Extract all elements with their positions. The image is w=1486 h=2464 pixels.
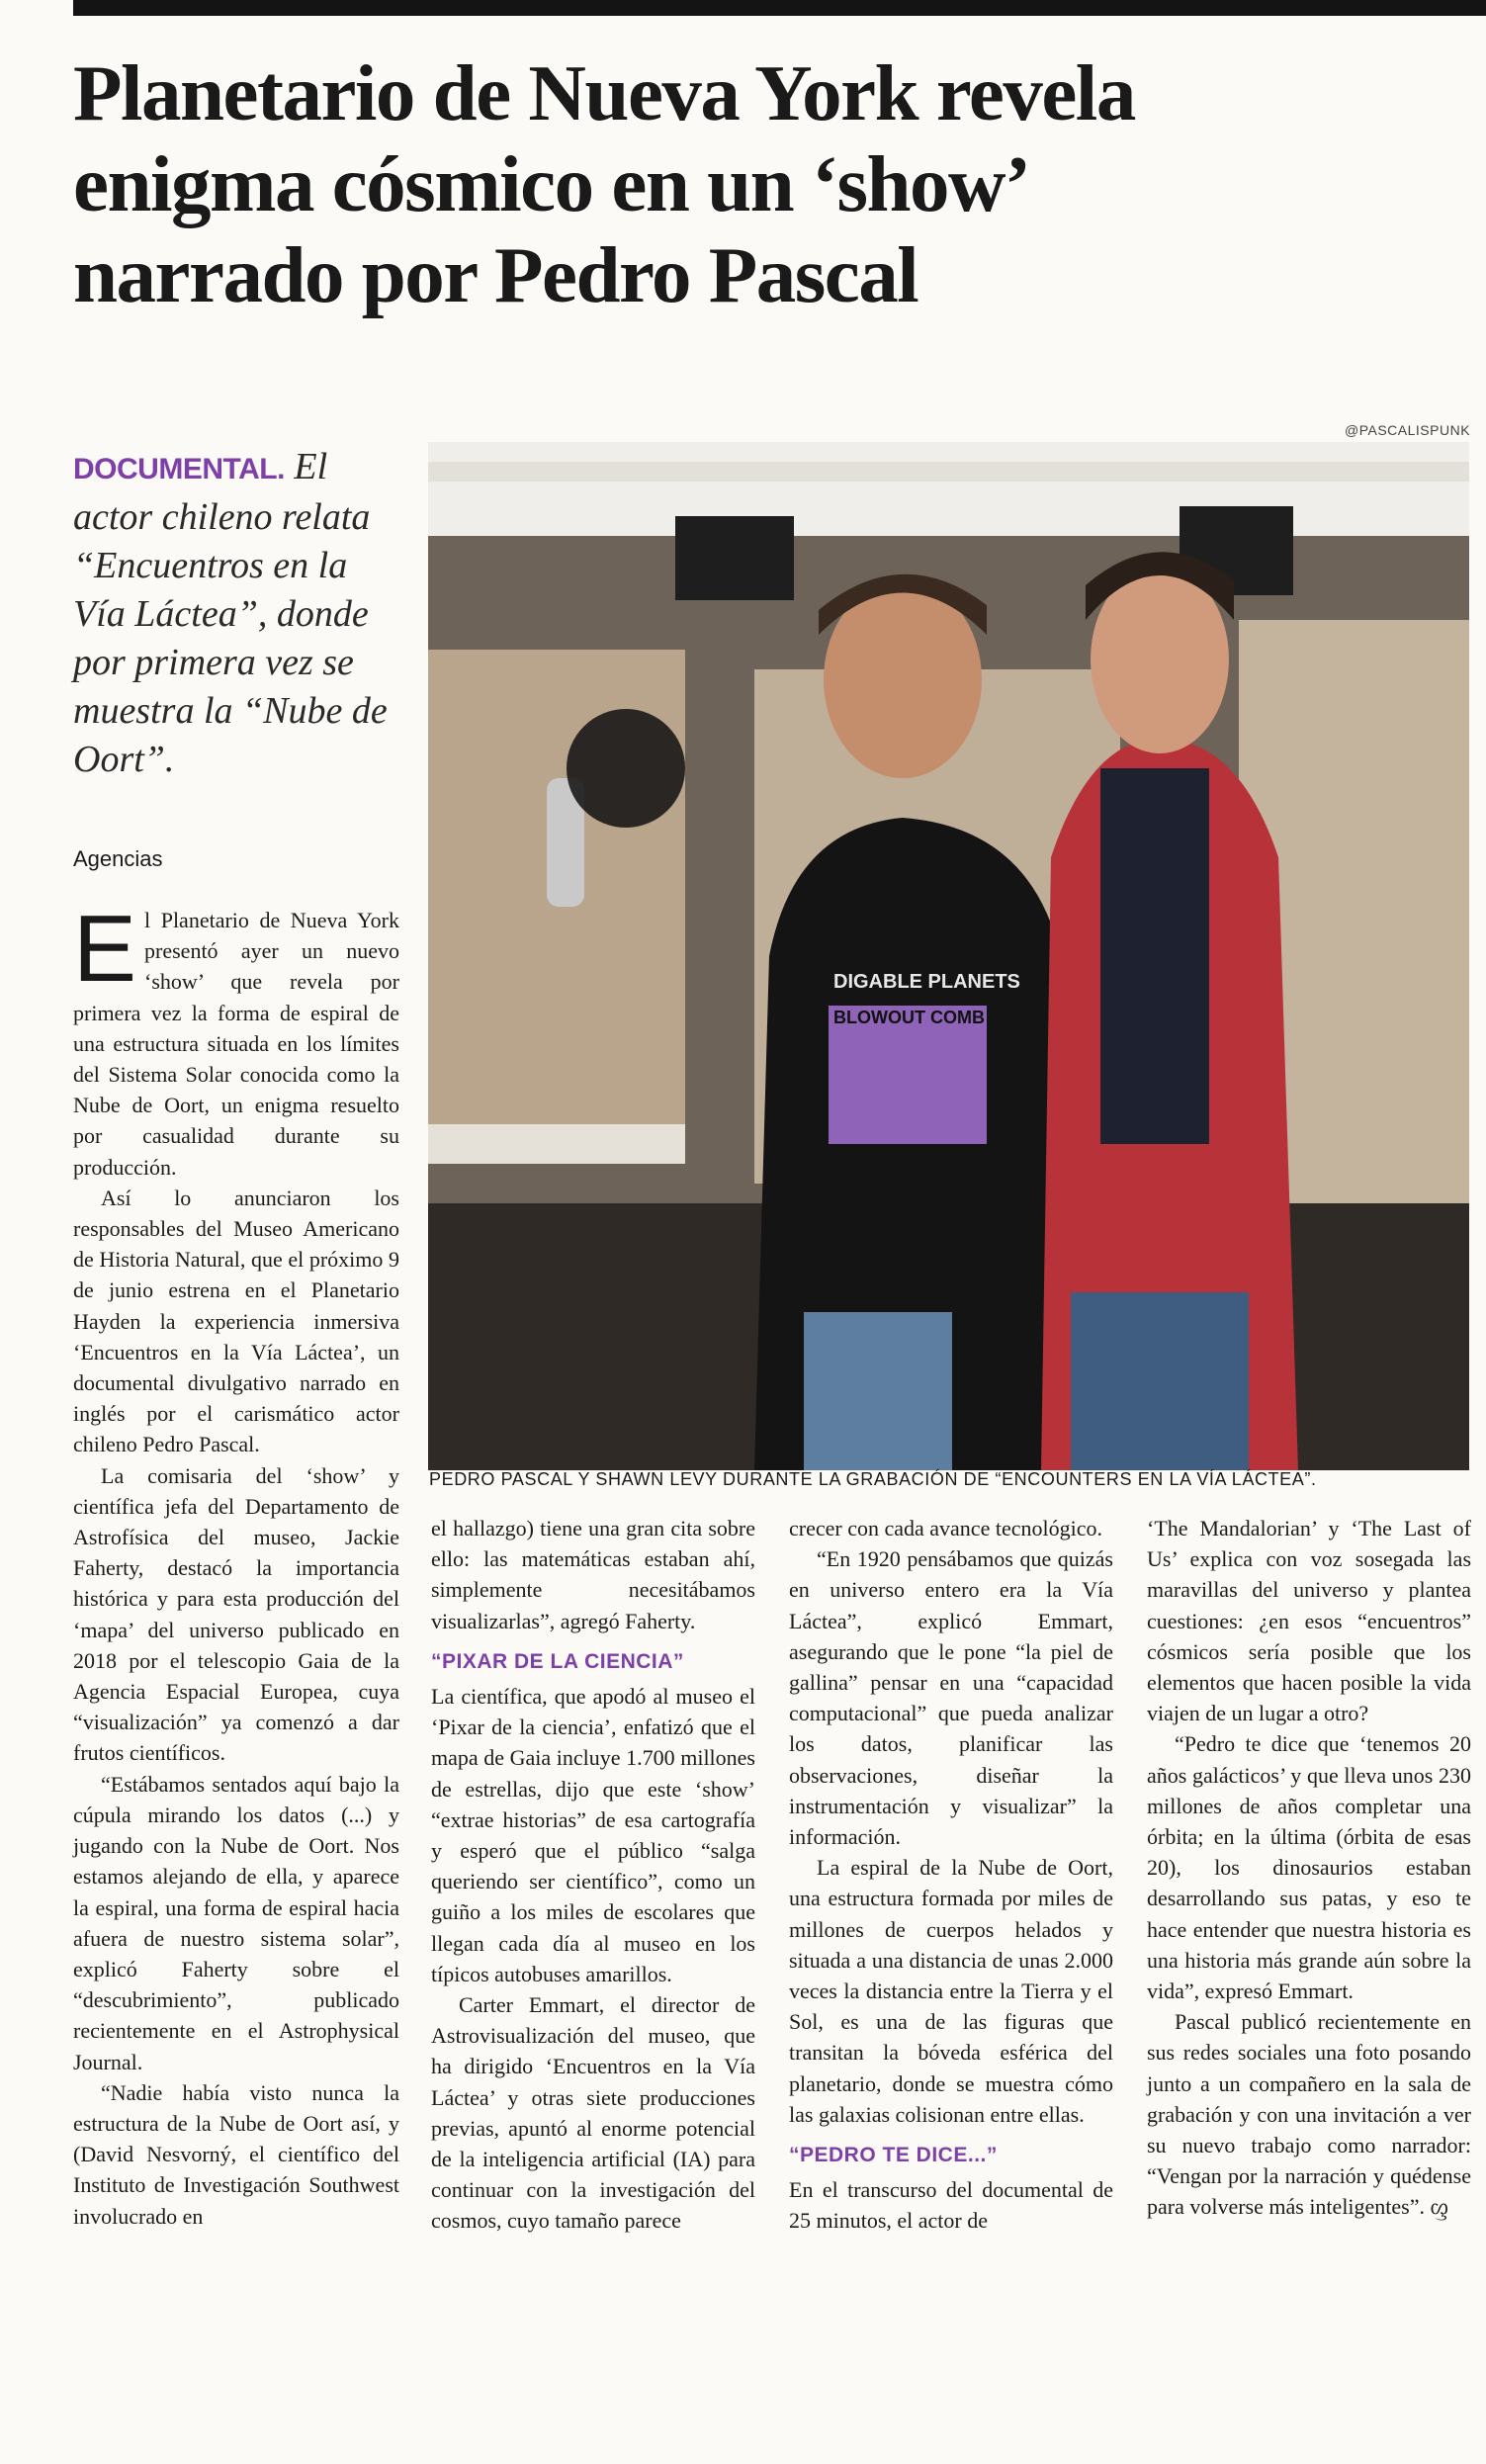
paragraph: “Nadie había visto nunca la estructura de la Nube de Oort así, y (David Nesvorný, el científico del Instituto de Investigación Southwest involucrado en: [73, 2079, 399, 2229]
paragraph: Carter Emmart, el director de Astrovisualización del museo, que ha dirigido ‘Encuentros en la Vía Láctea’ y otras siete producciones previas, apuntó al enorme potencial de la inteligencia artificial (IA) para continuar con la investigación del cosmos, cuyo tamaño parece: [431, 1992, 755, 2234]
article-column-2: [431, 1513, 755, 2237]
article-column-3: [789, 1513, 1113, 2237]
paragraph: [73, 896, 399, 1183]
subheading: “PEDRO TE DICE...”: [789, 2144, 998, 2167]
pop-filter: [567, 709, 685, 828]
paragraph: “Estábamos sentados aquí bajo la cúpula mirando los datos (...) y jugando con la Nube de Oort. Nos estamos alejando de ella, y aparece la espiral, una forma de espiral hacia afuera de nuestro sistema solar”, explicó Faherty sobre el “descubrimiento”, publicado recientemente en el Astrophysical Journal.: [73, 1771, 399, 2074]
paragraph: el hallazgo) tiene una gran cita sobre ello: las matemáticas estaban ahí, simplemente necesitábamos visualizarlas”, agregó Faherty.: [431, 1516, 755, 1633]
article-column-1: [73, 896, 399, 2232]
byline: Agencias: [73, 846, 163, 871]
jeans-right: [1071, 1292, 1249, 1470]
end-mark: ᦐ: [1430, 2195, 1448, 2221]
lead-text: El actor chileno relata “Encuentros en la Vía Láctea”, donde por primera vez se muestra la “Nube de Oort”.: [73, 446, 388, 780]
article-column-4: [1147, 1513, 1471, 2224]
drop-cap: E: [73, 896, 137, 1002]
subheading: “PIXAR DE LA CIENCIA”: [431, 1649, 684, 1673]
paragraph: ‘The Mandalorian’ y ‘The Last of Us’ explica con voz sosegada las maravillas del universo y plantea cuestiones: ¿en esos “encuentros” cósmicos sería posible que los elementos que hacen posible la vida viajen de un lugar a otro?: [1147, 1516, 1471, 1726]
article-photo: [428, 442, 1469, 1470]
top-rule: [73, 0, 1486, 16]
desk: [428, 1124, 685, 1164]
headline-line: narrado por Pedro Pascal: [73, 230, 918, 319]
photo-caption: PEDRO PASCAL Y SHAWN LEVY DURANTE LA GRABACIÓN DE “ENCOUNTERS EN LA VÍA LÁCTEA”.: [429, 1469, 1317, 1489]
paragraph: Así lo anunciaron los responsables del Museo Americano de Historia Natural, que el próximo 9 de junio estrena en el Planetario Hayden la experiencia inmersiva ‘Encuentros en la Vía Láctea’, un documental divulgativo narrado en inglés por el carismático actor chileno Pedro Pascal.: [73, 1185, 399, 1457]
paragraph: La espiral de la Nube de Oort, una estructura formada por miles de millones de cuerpos helados y situada a una distancia de unas 2.000 veces la distancia entre la Tierra y el Sol, es una de las figuras que transitan la bóveda esférica del planetario, donde se muestra cómo las galaxias colisionan entre ellas.: [789, 1855, 1113, 2127]
paragraph-text: l Planetario de Nueva York presentó ayer un nuevo ‘show’ que revela por primera vez la forma de espiral de una estructura situada en los límites del Sistema Solar conocida como la Nube de Oort, un enigma resuelto por casualidad durante su producción.: [73, 908, 399, 1180]
paragraph: La científica, que apodó al museo el ‘Pixar de la ciencia’, enfatizó que el mapa de Gaia incluye 1.700 millones de estrellas, dijo que este ‘show’ “extrae historias” de esa cartografía y esperó que el público “salga queriendo ser científico”, como un guiño a los miles de escolares que llegan cada día al museo en los típicos autobuses amarillos.: [431, 1684, 755, 1986]
headline: [73, 47, 1457, 320]
paragraph: [1147, 2006, 1471, 2223]
shirt-text-bottom: BLOWOUT COMB: [833, 1008, 985, 1027]
jeans-left: [804, 1312, 952, 1470]
shirt-text-top: DIGABLE PLANETS: [833, 971, 1020, 993]
studio-photo-illustration: [428, 442, 1469, 1470]
vent-left: [675, 516, 794, 600]
paragraph-text: Pascal publicó recientemente en sus redes sociales una foto posando junto a un compañero en la sala de grabación y con una invitación a ver su nuevo trabajo como narrador: “Vengan por la narración y quédense para volverse más inteligentes”.: [1147, 2009, 1471, 2220]
paragraph: “Pedro te dice que ‘tenemos 20 años galácticos’ y que lleva unos 230 millones de años completar una órbita; en la última (órbita de esas 20), los dinosaurios estaban desarrollando sus patas, y eso te hace entender que nuestra historia es una historia más grande aún sobre la vida”, expresó Emmart.: [1147, 1731, 1471, 2004]
paragraph: En el transcurso del documental de 25 minutos, el actor de: [789, 2177, 1113, 2234]
paragraph: “En 1920 pensábamos que quizás en universo entero era la Vía Láctea”, explicó Emmart, asegurando que le pone “la piel de gallina” pensar en una “capacidad computacional” que pueda analizar los datos, planificar las observaciones, diseñar la instrumentación y visualizar” la información.: [789, 1546, 1113, 1850]
lead-summary: [73, 443, 399, 784]
paragraph: La comisaria del ‘show’ y científica jefa del Departamento de Astrofísica del museo, Jackie Faherty, destacó la importancia histórica y para esta producción del ‘mapa’ del universo publicado en 2018 por el telescopio Gaia de la Agencia Espacial Europea, cuya “visualización” ya comenzó a dar frutos científicos.: [73, 1462, 399, 1766]
paragraph: crecer con cada avance tecnológico.: [789, 1516, 1102, 1540]
photo-credit: @PASCALISPUNK: [1345, 422, 1471, 438]
headline-line: enigma cósmico en un ‘show’: [73, 139, 1030, 228]
headline-line: Planetario de Nueva York revela: [73, 48, 1135, 137]
section-tag: DOCUMENTAL.: [73, 453, 285, 485]
